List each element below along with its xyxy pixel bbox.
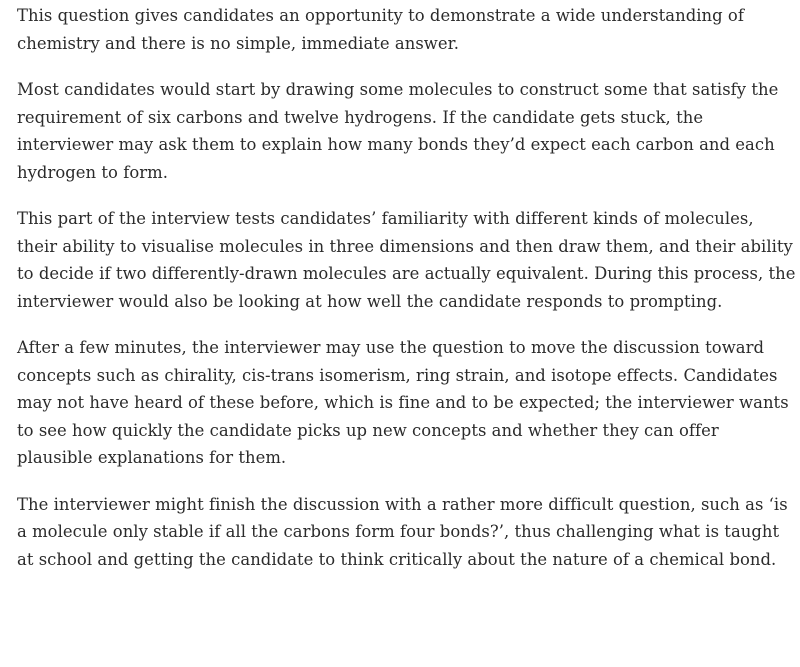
paragraph-interview-tests: This part of the interview tests candidates’ familiarity with different kinds of molecules, their ability to visualise molecules in three dimensions and then draw them, and their ability to decide if two differently-drawn molecules are actually equivalent. During this process, the interviewer would also be looking at how well the candidate responds to prompting.	[17, 209, 796, 311]
paragraph-advanced-concepts: After a few minutes, the interviewer may use the question to move the discussion toward concepts such as chirality, cis-trans isomerism, ring strain, and isotope effects. Candidates may not have heard of these before, which is fine and to be expected; the interviewer wants to see how quickly the candidate picks up new concepts and whether they can offer plausible explanations for them.	[17, 338, 789, 467]
paragraph-closing-question: The interviewer might finish the discussion with a rather more difficult question, such as ‘is a molecule only stable if all the carbons form four bonds?’, thus challenging what is taught at school and getting the candidate to think critically about the nature of a chemical bond.	[17, 494, 788, 569]
paragraph-drawing-molecules: Most candidates would start by drawing some molecules to construct some that satisfy the requirement of six carbons and twelve hydrogens. If the candidate gets stuck, the interviewer may ask them to explain how many bonds they’d expect each carbon and each hydrogen to form.	[17, 80, 779, 182]
article-body	[17, 2, 797, 573]
paragraph-intro: This question gives candidates an opportunity to demonstrate a wide understanding of chemistry and there is no simple, immediate answer.	[17, 6, 744, 53]
